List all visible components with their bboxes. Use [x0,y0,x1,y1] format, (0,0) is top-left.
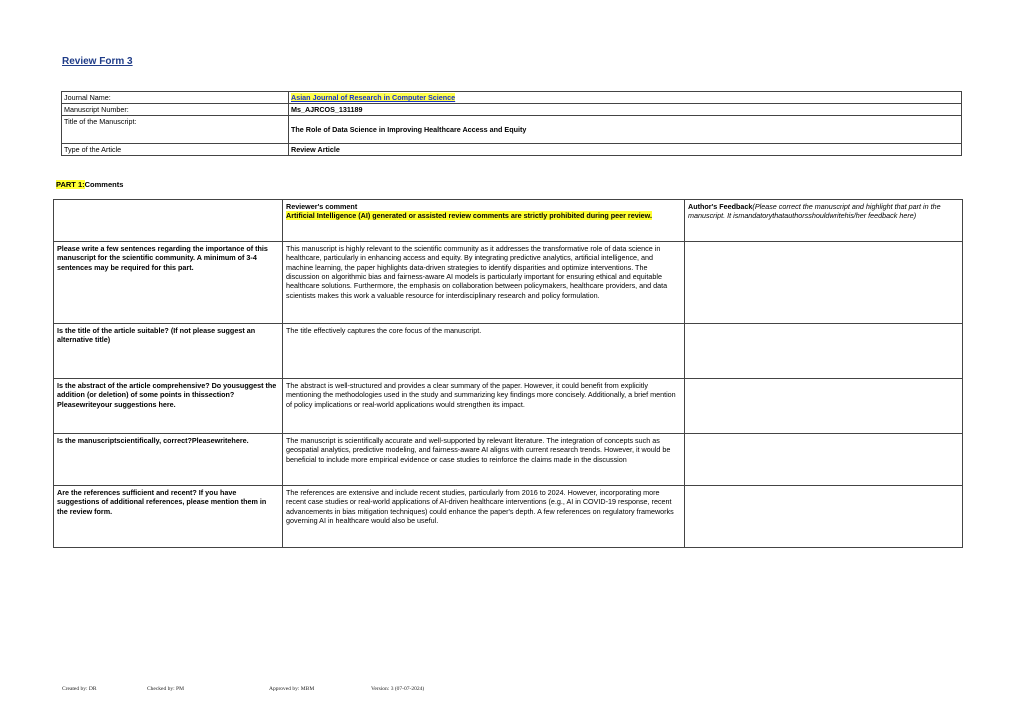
manuscript-title-label: Title of the Manuscript: [62,116,289,144]
article-type-label: Type of the Article [62,144,289,156]
part1-heading [56,180,123,189]
author-feedback-cell[interactable] [685,434,963,486]
footer-approved-by: Approved by: MBM [269,686,315,692]
table-row [54,242,963,324]
article-type-value: Review Article [289,144,962,156]
journal-name-cell [289,92,962,104]
manuscript-title-value: The Role of Data Science in Improving Healthcare Access and Equity [289,116,962,144]
reviewer-comment-cell: The references are extensive and include recent studies, particularly from 2016 to 2024. However, incorporating more recent case studies or real-world applications of AI-driven healthcare interventions (e.g., AI in COVID-19 response, recent advancements in bias mitigation techniques) could enhance the paper's depth. A few references on regulatory frameworks governing AI in healthcare would also be useful. [283,486,685,548]
footer-checked-by: Checked by: PM [147,686,184,692]
question-cell: Are the references sufficient and recent? If you have suggestions of additional references, please mention them in the review form. [54,486,283,548]
journal-name-label: Journal Name: [62,92,289,104]
footer-version: Version: 3 (07-07-2024) [371,686,425,692]
author-feedback-header-cell [685,200,963,242]
part1-label: PART 1: [56,180,85,189]
reviewer-comment-cell: The manuscript is scientifically accurate and well-supported by relevant literature. The integration of concepts such as geospatial analytics, predictive modeling, and fairness-aware AI aligns with current research trends. However, it would be beneficial to include more empirical evidence or case studies to reinforce the claims made in the discussion [283,434,685,486]
table-row [54,324,963,379]
manuscript-info-table [61,91,962,156]
author-feedback-cell[interactable] [685,324,963,379]
table-row [54,379,963,434]
footer-created-by: Created by: DR [62,686,97,692]
comments-header-row [54,200,963,242]
form-title: Review Form 3 [62,56,133,67]
ai-prohibition-notice: Artificial Intelligence (AI) generated or assisted review comments are strictly prohibited during peer review. [286,211,653,221]
journal-name-link[interactable]: Asian Journal of Research in Computer Science [291,93,456,102]
comments-table [53,199,963,548]
author-feedback-cell[interactable] [685,379,963,434]
manuscript-number-label: Manuscript Number: [62,104,289,116]
question-cell: Please write a few sentences regarding the importance of this manuscript for the scientific community. A minimum of 3-4 sentences may be required for this part. [54,242,283,324]
empty-header-cell [54,200,283,242]
table-row [54,486,963,548]
table-row [54,434,963,486]
reviewer-header-cell [283,200,685,242]
article-type-row [62,144,962,156]
author-feedback-title: Author's Feedback [688,202,753,211]
author-feedback-cell[interactable] [685,486,963,548]
reviewer-comment-cell: This manuscript is highly relevant to the scientific community as it addresses the transformative role of data science in healthcare, particularly in enhancing access and equity. By integrating predictive analytics, artificial intelligence, and machine learning, the paper highlights data-driven strategies to identify disparities and optimize interventions. The discussion on algorithmic bias and fairness-aware AI models is particularly important for ensuring ethical and equitable healthcare solutions. Furthermore, the emphasis on collaboration between policymakers, healthcare providers, and data scientists makes this work a valuable resource for interdisciplinary research and policy formulation. [283,242,685,324]
reviewer-comment-cell: The title effectively captures the core focus of the manuscript. [283,324,685,379]
manuscript-number-row [62,104,962,116]
author-feedback-note: (Please correct the manuscript and highlight that part in the manuscript. It ismandatorythatauthorsshouldwritehis/her feedback here) [688,202,941,221]
reviewer-comment-cell: The abstract is well-structured and provides a clear summary of the paper. However, it could benefit from explicitly mentioning the methodologies used in the study and summarizing key findings more concisely. Additionally, a brief mention of policy implications or real-world applications would strengthen its impact. [283,379,685,434]
question-cell: Is the abstract of the article comprehensive? Do yousuggest the addition (or deletion) of some points in thissection?Pleasewriteyour suggestions here. [54,379,283,434]
question-cell: Is the manuscriptscientifically, correct?Pleasewritehere. [54,434,283,486]
part1-suffix: Comments [84,180,124,189]
author-feedback-cell[interactable] [685,242,963,324]
question-cell: Is the title of the article suitable? (If not please suggest an alternative title) [54,324,283,379]
manuscript-number-value: Ms_AJRCOS_131189 [289,104,962,116]
reviewer-comment-title: Reviewer's comment [286,202,358,211]
manuscript-title-row [62,116,962,144]
journal-name-row [62,92,962,104]
